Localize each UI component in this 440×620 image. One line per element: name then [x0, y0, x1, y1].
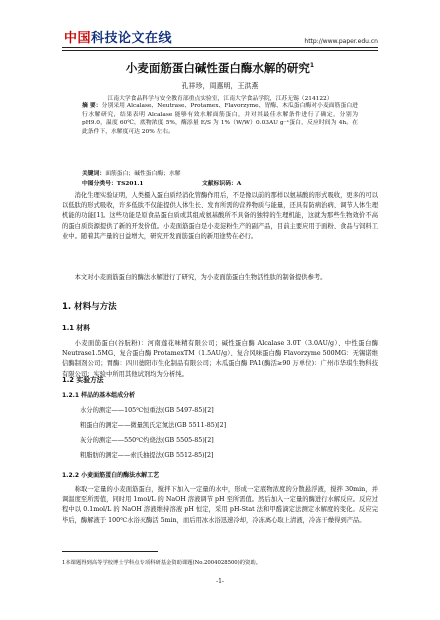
intro-paragraph: 消化生理实验证明，人类摄入蛋白质经消化管酶作用后，不是像以前的那样以氨基酸的形式吸收，更多的可以以低肽的形式吸收，许多低肽不仅能提供人体生长、发育所需的营养物质与能量，还具有防病治病、调节人体生理机能的功能[1]。这些功能是原食品蛋白质或其组成氨基酸所不具备的独特的生理机能，这就为那些生物效价不高的蛋白质资源提供了新的开发价值。小麦面筋蛋白是小麦淀粉生产的副产品，目前主要应用于面粉、食品与饲料工业中。随着其产量的日益增大，研究开发面筋蛋白的新用途势在必行。	[62, 192, 378, 240]
site-header	[0, 0, 440, 54]
paper-authors: 孔祥珍，周惠明，王洪燕	[181, 82, 259, 90]
title-footnote-mark: 1	[309, 62, 315, 70]
keywords	[82, 168, 358, 177]
subsubsection-heading: 1.2.1 样品的基本组成分析	[62, 392, 136, 399]
site-url[interactable]: http://www.paper.edu.cn	[304, 38, 378, 45]
abstract	[82, 102, 358, 137]
header-rule	[62, 47, 378, 48]
paper-title	[62, 60, 378, 76]
clc-value: TS201.1	[116, 181, 144, 187]
section-heading: 1. 材料与方法	[62, 302, 117, 312]
classification	[82, 178, 358, 187]
method-item: 水分的测定——105℃恒重法(GB 5497-85)[2]	[80, 407, 214, 414]
subsection-heading: 1.2 实验方法	[62, 376, 104, 384]
page-number: -1-	[216, 578, 224, 585]
method-item: 粗蛋白的测定——微量凯氏定氮法(GB 5511-85)[2]	[80, 422, 227, 429]
intro-paragraph: 本文对小麦面筋蛋白的酶法水解进行了研究，为小麦面筋蛋白生物活性肽的制备提供参考。	[74, 274, 327, 281]
method-item: 粗脂肪的测定——索氏抽提法(GB 5512-85)[2]	[80, 452, 214, 459]
logo-red-text: 中国	[64, 31, 92, 46]
process-paragraph: 称取一定量的小麦面筋蛋白，搅拌下加入一定量的水中，形成一定底物浓度的分散悬浮液，搅拌 30min，并调温度至所需值，同时用 1mol/L 的 NaOH 溶液调节 pH 至所需值。然后加入一定量的酶进行水解反应。反应过程中以 0.1mol/L 的 NaOH 溶液维持溶液 pH 恒定，采用 pH-Stat 法和甲醛滴定法测定水解度的变化。反应完毕后，酶解液于 100℃水浴灭酶活 5min，而后用冰水浴迅速冷却，冷冻离心取上清液，冷冻干燥得到产品。	[62, 486, 378, 524]
abstract-text: 分别采用 Alcalase、Neutrase、Protamex、Flavorzyme、胃酶、木瓜蛋白酶对小麦面筋蛋白进行水解研究，结果表明 Alcalase 能够有效水解面筋蛋白，并对其最佳水解条件进行了确定，分别为 pH9.0，温度 60℃，底物浓度 5%，酶添量 E/S 为 1%（W/W）0.03AU g⁻¹蛋白，反应时间为 4h。在此条件下，水解度可达 20% 左右。	[82, 103, 358, 136]
subsection-heading: 1.1 材料	[62, 324, 91, 332]
doc-code-value: A	[236, 181, 242, 187]
materials-paragraph: 小麦面筋蛋白(谷朊粉)：河南莲花味精有限公司；碱性蛋白酶 Alcalase 3.0T（3.0AU/g）、中性蛋白酶 Neutrase1.5MG、复合蛋白酶 ProtamexTM（1.5AU/g）、复合风味蛋白酶 Flavorzyme 500MG：无锡诺维信酶制剂公司；胃酶：四川德阳市生化制品有限公司；木瓜蛋白酶 PA1(酶活≥90 万单位)：广州市华琪生物科技有限公司；实验中所用其他试剂均为分析纯。	[62, 340, 378, 378]
paper-title-text: 小麦面筋蛋白碱性蛋白酶水解的研究	[125, 61, 310, 75]
footnote: 1本课题得到高等学校博士学科点专项科研基金资助课题(No.2004028500)的资助。	[62, 560, 261, 566]
abstract-label: 摘 要：	[82, 103, 102, 109]
site-logo[interactable]	[64, 27, 172, 46]
logo-blue-text: 科技论文在线	[91, 31, 173, 46]
paper-affiliation: 江南大学食品科学与安全教育部重点实验室，江南大学食品学院，江苏无锡（214122）	[107, 96, 333, 102]
subsubsection-heading: 1.2.2 小麦面筋蛋白的酶法水解工艺	[62, 472, 160, 479]
method-item: 灰分的测定——550℃灼烧法(GB 5505-85)[2]	[80, 437, 214, 444]
header-rule-thin	[62, 50, 378, 51]
keywords-text: 面筋蛋白；碱性蛋白酶；水解	[105, 171, 181, 177]
keywords-label: 关键词：	[82, 171, 106, 177]
footnote-rule	[62, 551, 158, 552]
doc-code-label: 文献标识码：	[202, 181, 237, 187]
clc-label: 中图分类号：	[82, 181, 117, 187]
